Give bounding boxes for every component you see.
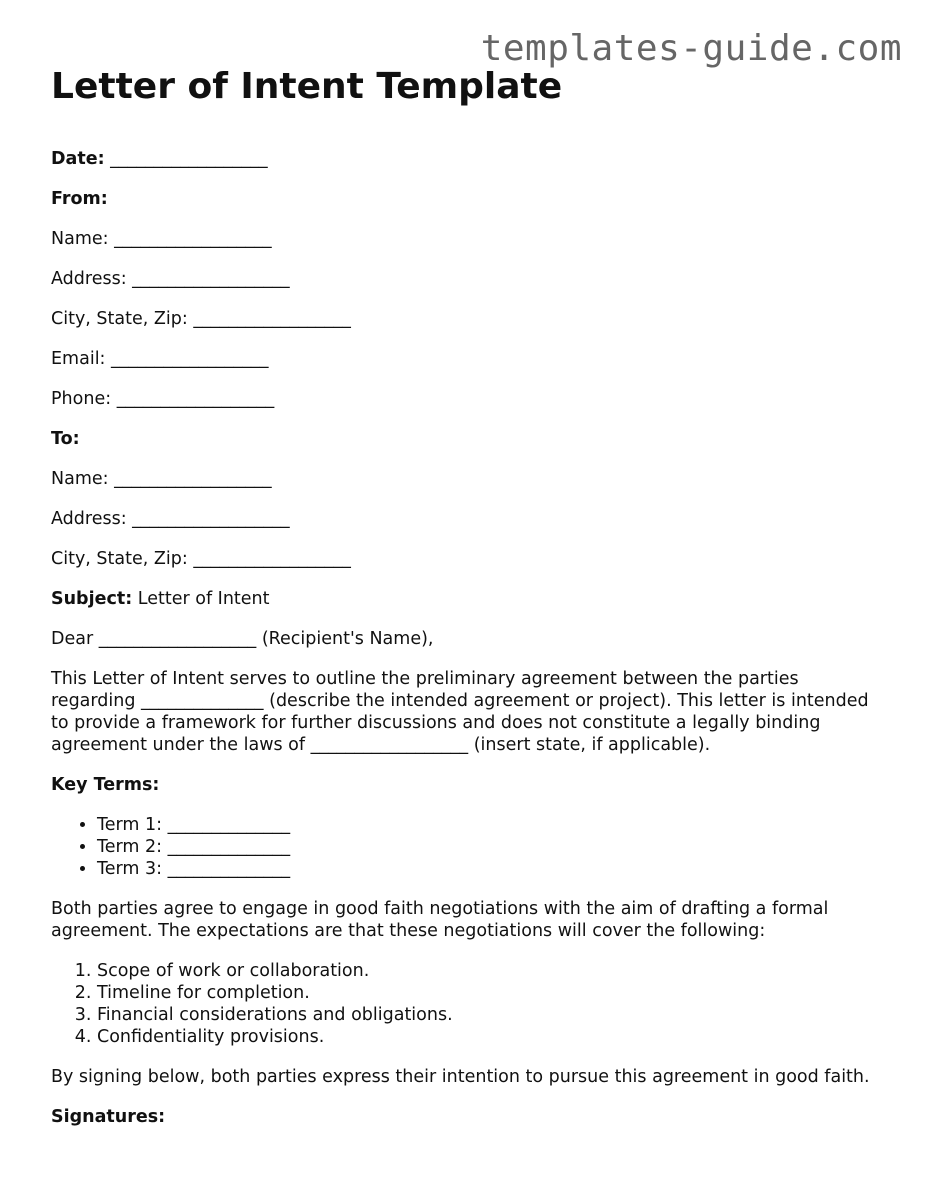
from-phone-line [51, 388, 881, 410]
subject-line [51, 588, 881, 610]
document-body [51, 62, 881, 1146]
to-name-label: Name: [51, 469, 109, 489]
salutation [51, 628, 881, 650]
salutation-blank: __________________ [98, 629, 257, 649]
from-city-line [51, 308, 881, 330]
from-heading [51, 188, 881, 210]
intro-paragraph [51, 668, 881, 756]
key-terms-list [51, 814, 881, 880]
from-phone-blank: __________________ [116, 389, 275, 409]
term-blank: ______________ [167, 837, 291, 857]
list-item [97, 836, 881, 858]
negotiation-list [51, 960, 881, 1048]
negotiation-paragraph: Both parties agree to engage in good faith negotiations with the aim of drafting a formal agreement. The expectations are that these negotiations will cover the following: [51, 899, 829, 941]
subject-label: Subject: [51, 589, 133, 609]
list-item: 4. Confidentiality provisions. [97, 1026, 881, 1048]
list-item [97, 858, 881, 880]
from-city-blank: __________________ [193, 309, 351, 329]
to-address-line [51, 508, 881, 530]
signatures-heading [51, 1106, 881, 1128]
term-blank: ______________ [167, 859, 291, 879]
from-city-label: City, State, Zip: [51, 309, 188, 329]
from-email-line [51, 348, 881, 370]
signatures-heading-text: Signatures: [51, 1107, 166, 1127]
term-label: Term 3: [97, 859, 163, 879]
page-title: Letter of Intent Template [51, 66, 563, 107]
to-heading-text: To: [51, 429, 80, 449]
from-address-label: Address: [51, 269, 127, 289]
from-name-line [51, 228, 881, 250]
date-blank: __________________ [110, 149, 268, 169]
intro-blank-1: ______________ [141, 691, 264, 711]
watermark: templates-guide.com [480, 28, 902, 69]
closing-paragraph: By signing below, both parties express their intention to pursue this agreement in good faith. [51, 1067, 870, 1087]
date-label: Date: [51, 149, 105, 169]
intro-part2: (describe the intended agreement or project). This letter is intended to provide a framework for further discussions and does not constitute a legally binding agreement under the laws of [51, 691, 869, 755]
intro-part1: This Letter of Intent serves to outline the preliminary agreement between the parties regarding [51, 669, 799, 711]
term-label: Term 2: [97, 837, 163, 857]
from-heading-text: From: [51, 189, 108, 209]
salutation-suffix: (Recipient's Name), [261, 629, 434, 649]
term-blank: ______________ [167, 815, 291, 835]
intro-part3: (insert state, if applicable). [473, 735, 711, 755]
list-item: 1. Scope of work or collaboration. [97, 960, 881, 982]
from-address-line [51, 268, 881, 290]
salutation-prefix: Dear [51, 629, 94, 649]
from-email-blank: __________________ [111, 349, 269, 369]
to-city-blank: __________________ [193, 549, 351, 569]
from-name-label: Name: [51, 229, 109, 249]
from-name-blank: __________________ [114, 229, 272, 249]
to-heading [51, 428, 881, 450]
list-item [97, 814, 881, 836]
key-terms-heading-text: Key Terms: [51, 775, 160, 795]
to-city-label: City, State, Zip: [51, 549, 188, 569]
to-city-line [51, 548, 881, 570]
term-label: Term 1: [97, 815, 163, 835]
intro-blank-2: __________________ [310, 735, 469, 755]
list-item: 2. Timeline for completion. [97, 982, 881, 1004]
from-email-label: Email: [51, 349, 106, 369]
list-item: 3. Financial considerations and obligations. [97, 1004, 881, 1026]
from-phone-label: Phone: [51, 389, 112, 409]
to-name-blank: __________________ [114, 469, 272, 489]
to-address-label: Address: [51, 509, 127, 529]
from-address-blank: __________________ [132, 269, 290, 289]
to-address-blank: __________________ [132, 509, 290, 529]
to-name-line [51, 468, 881, 490]
key-terms-heading [51, 774, 881, 796]
date-line [51, 148, 881, 170]
subject-value: Letter of Intent [137, 589, 270, 609]
